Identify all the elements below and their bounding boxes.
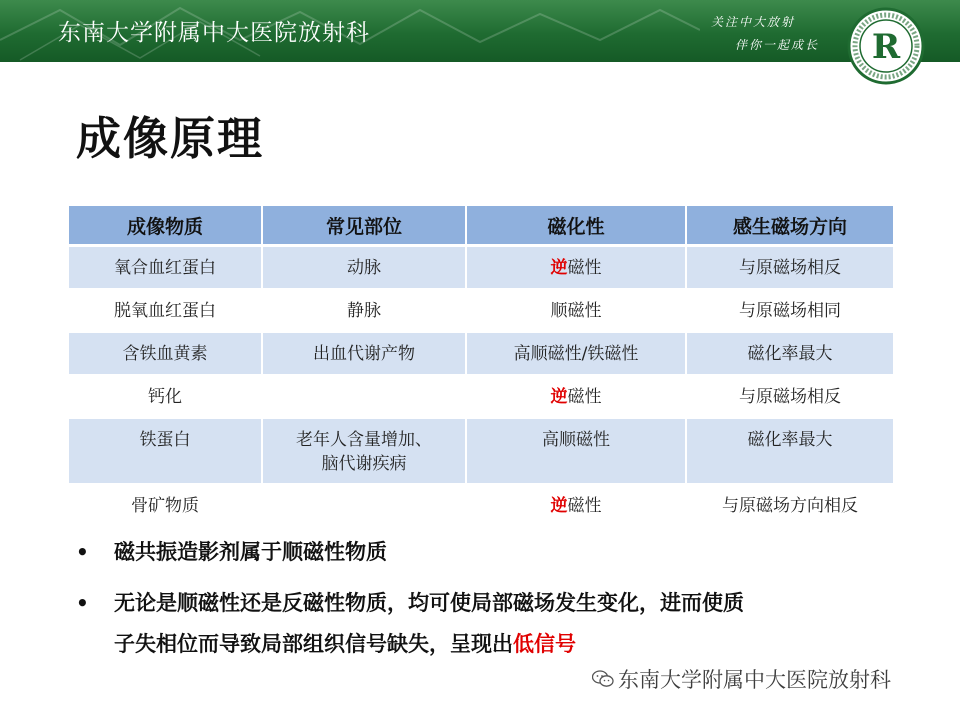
bullet-dot-icon: • xyxy=(76,591,89,615)
hospital-logo xyxy=(846,6,926,86)
magnetism-rest: 高顺磁性/铁磁性 xyxy=(513,344,639,364)
cell-site xyxy=(263,485,465,528)
cell-direction: 与原磁场方向相反 xyxy=(687,485,893,528)
magnetism-rest: 磁性 xyxy=(567,496,602,516)
header-magnetism: 磁化性 xyxy=(467,206,685,247)
site-line-2: 脑代谢疾病 xyxy=(321,454,407,474)
bullet-dot-icon: • xyxy=(76,540,89,564)
bullet-highlight: 低信号 xyxy=(513,632,576,656)
header-substance: 成像物质 xyxy=(69,206,261,247)
cell-substance: 氧合血红蛋白 xyxy=(69,247,261,290)
table-row xyxy=(69,485,893,528)
cell-substance: 骨矿物质 xyxy=(69,485,261,528)
slogan-line-1: 关注中大放射 xyxy=(711,15,796,29)
watermark-text: 东南大学附属中大医院放射科 xyxy=(618,668,891,692)
slogan-line-2: 伴你一起成长 xyxy=(735,38,820,52)
table-row xyxy=(69,247,893,290)
table-row xyxy=(69,290,893,333)
bullet-text: 磁共振造影剂属于顺磁性物质 xyxy=(114,540,387,564)
bullet-item xyxy=(72,532,932,573)
cell-magnetism xyxy=(467,376,685,419)
cell-site: 静脉 xyxy=(263,290,465,333)
table-row xyxy=(69,333,893,376)
cell-substance: 含铁血黄素 xyxy=(69,333,261,376)
table-header-row xyxy=(69,206,893,247)
watermark xyxy=(592,662,891,696)
cell-substance: 脱氧血红蛋白 xyxy=(69,290,261,333)
cell-magnetism xyxy=(467,290,685,333)
cell-site xyxy=(263,376,465,419)
magnetism-prefix: 逆 xyxy=(550,496,568,516)
magnetism-prefix: 逆 xyxy=(550,258,568,278)
header-bar xyxy=(0,0,960,62)
slide-title: 成像原理 xyxy=(76,112,265,165)
cell-direction: 磁化率最大 xyxy=(687,419,893,485)
wechat-icon xyxy=(592,670,614,688)
cell-magnetism xyxy=(467,333,685,376)
magnetism-rest: 高顺磁性 xyxy=(542,430,610,450)
bullet-line-1: 无论是顺磁性还是反磁性物质，均可使局部磁场发生变化，进而使质 xyxy=(114,591,744,615)
cell-site: 动脉 xyxy=(263,247,465,290)
cell-substance: 钙化 xyxy=(69,376,261,419)
header-direction: 感生磁场方向 xyxy=(687,206,893,247)
cell-magnetism xyxy=(467,419,685,485)
cell-magnetism xyxy=(467,485,685,528)
site-line-1: 老年人含量增加、 xyxy=(296,430,432,450)
bullet-line-2-text: 子失相位而导致局部组织信号缺失，呈现出 xyxy=(114,632,513,656)
magnetism-rest: 磁性 xyxy=(567,258,602,278)
cell-site: 出血代谢产物 xyxy=(263,333,465,376)
table-row xyxy=(69,419,893,485)
cell-substance: 铁蛋白 xyxy=(69,419,261,485)
cell-magnetism xyxy=(467,247,685,290)
magnetism-prefix: 逆 xyxy=(550,387,568,407)
cell-direction: 磁化率最大 xyxy=(687,333,893,376)
header-title: 东南大学附属中大医院放射科 xyxy=(58,20,370,46)
cell-site xyxy=(263,419,465,485)
cell-direction: 与原磁场相同 xyxy=(687,290,893,333)
magnetism-rest: 磁性 xyxy=(567,387,602,407)
bullet-item xyxy=(72,583,932,665)
imaging-table xyxy=(67,206,895,528)
cell-direction: 与原磁场相反 xyxy=(687,376,893,419)
cell-direction: 与原磁场相反 xyxy=(687,247,893,290)
magnetism-rest: 顺磁性 xyxy=(550,301,602,321)
bullet-list xyxy=(72,532,932,665)
table-row xyxy=(69,376,893,419)
logo-letter: R xyxy=(871,27,901,67)
bullet-line-2 xyxy=(114,624,932,665)
header-site: 常见部位 xyxy=(263,206,465,247)
